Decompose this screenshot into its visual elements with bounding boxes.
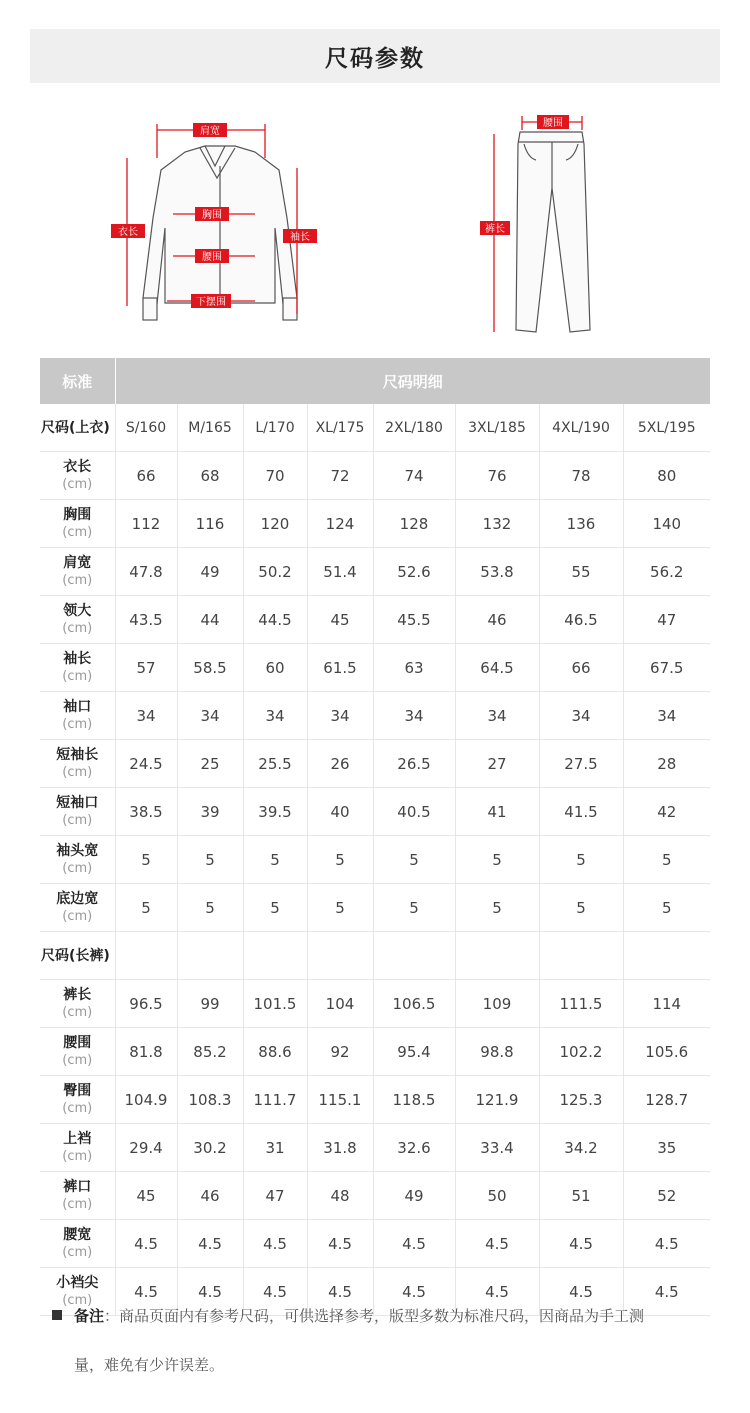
table-cell: 34 <box>307 692 373 740</box>
table-cell: 27.5 <box>539 740 623 788</box>
table-cell: 46.5 <box>539 596 623 644</box>
row-unit: (cm) <box>62 572 93 588</box>
table-row <box>40 1076 710 1124</box>
shirt-diagram <box>105 118 325 328</box>
row-label-text: 领大 <box>63 602 92 619</box>
table-cell: 4.5 <box>623 1268 710 1316</box>
table-cell: 5 <box>177 836 243 884</box>
table-cell: 25 <box>177 740 243 788</box>
table-cell: 128.7 <box>623 1076 710 1124</box>
table-cell: 41 <box>455 788 539 836</box>
table-cell: 125.3 <box>539 1076 623 1124</box>
row-label-text: 肩宽 <box>63 554 92 571</box>
note-line-1 <box>52 1296 712 1336</box>
empty-cell <box>539 932 623 980</box>
table-cell: 55 <box>539 548 623 596</box>
table-cell: 50 <box>455 1172 539 1220</box>
table-cell: 42 <box>623 788 710 836</box>
table-cell: 120 <box>243 500 307 548</box>
table-cell: 31 <box>243 1124 307 1172</box>
table-cell: 46 <box>177 1172 243 1220</box>
table-cell: 98.8 <box>455 1028 539 1076</box>
table-row <box>40 1220 710 1268</box>
table-cell: 38.5 <box>115 788 177 836</box>
table-cell: 52 <box>623 1172 710 1220</box>
table-cell: 96.5 <box>115 980 177 1028</box>
table-cell: 47 <box>623 596 710 644</box>
table-cell: 5 <box>623 836 710 884</box>
table-cell: 39 <box>177 788 243 836</box>
size-cell: S/160 <box>115 404 177 452</box>
table-cell: 121.9 <box>455 1076 539 1124</box>
table-cell: 30.2 <box>177 1124 243 1172</box>
table-cell: 5 <box>243 884 307 932</box>
pants-waist-label: 腰围 <box>543 118 563 129</box>
bullet-icon <box>52 1310 62 1320</box>
note-text-1: ：商品页面内有参考尺码，可供选择参考，版型多数为标准尺码，因商品为手工测 <box>104 1307 645 1325</box>
table-cell: 124 <box>307 500 373 548</box>
row-label-text: 裤口 <box>63 1178 92 1195</box>
table-cell: 4.5 <box>539 1220 623 1268</box>
row-unit: (cm) <box>62 908 93 924</box>
table-cell: 5 <box>243 836 307 884</box>
table-cell: 58.5 <box>177 644 243 692</box>
row-label-text: 胸围 <box>63 506 92 523</box>
row-label <box>40 1076 115 1124</box>
standard-header: 标准 <box>40 358 115 404</box>
row-label <box>40 788 115 836</box>
table-cell: 136 <box>539 500 623 548</box>
table-cell: 46 <box>455 596 539 644</box>
row-label <box>40 980 115 1028</box>
row-unit: (cm) <box>62 812 93 828</box>
row-label <box>40 1028 115 1076</box>
table-cell: 60 <box>243 644 307 692</box>
empty-cell <box>373 932 455 980</box>
table-row <box>40 788 710 836</box>
table-cell: 5 <box>539 836 623 884</box>
table-cell: 111.7 <box>243 1076 307 1124</box>
table-row <box>40 980 710 1028</box>
table-cell: 128 <box>373 500 455 548</box>
row-label <box>40 740 115 788</box>
table-cell: 41.5 <box>539 788 623 836</box>
row-unit: (cm) <box>62 476 93 492</box>
table-cell: 49 <box>177 548 243 596</box>
table-cell: 109 <box>455 980 539 1028</box>
table-cell: 85.2 <box>177 1028 243 1076</box>
table-cell: 34 <box>623 692 710 740</box>
row-label-text: 底边宽 <box>56 890 99 907</box>
table-cell: 40.5 <box>373 788 455 836</box>
table-cell: 40 <box>307 788 373 836</box>
table-cell: 61.5 <box>307 644 373 692</box>
table-row <box>40 692 710 740</box>
table-cell: 4.5 <box>177 1268 243 1316</box>
table-cell: 66 <box>539 644 623 692</box>
table-cell: 26 <box>307 740 373 788</box>
table-cell: 102.2 <box>539 1028 623 1076</box>
row-label <box>40 548 115 596</box>
table-cell: 4.5 <box>307 1220 373 1268</box>
row-label-text: 腰宽 <box>63 1226 92 1243</box>
table-cell: 74 <box>373 452 455 500</box>
table-cell: 4.5 <box>373 1268 455 1316</box>
table-cell: 63 <box>373 644 455 692</box>
table-cell: 34 <box>373 692 455 740</box>
table-cell: 108.3 <box>177 1076 243 1124</box>
table-cell: 51.4 <box>307 548 373 596</box>
row-unit: (cm) <box>62 668 93 684</box>
table-cell: 32.6 <box>373 1124 455 1172</box>
table-cell: 99 <box>177 980 243 1028</box>
table-cell: 4.5 <box>307 1268 373 1316</box>
table-cell: 4.5 <box>243 1268 307 1316</box>
row-unit: (cm) <box>62 524 93 540</box>
table-cell: 44 <box>177 596 243 644</box>
table-cell: 35 <box>623 1124 710 1172</box>
title-bar <box>30 29 720 83</box>
table-cell: 4.5 <box>243 1220 307 1268</box>
waist-label: 腰围 <box>202 252 222 263</box>
table-cell: 47 <box>243 1172 307 1220</box>
table-cell: 105.6 <box>623 1028 710 1076</box>
row-unit: (cm) <box>62 1052 93 1068</box>
chest-label: 胸围 <box>202 210 222 221</box>
length-label: 衣长 <box>118 227 138 238</box>
table-cell: 78 <box>539 452 623 500</box>
empty-cell <box>623 932 710 980</box>
row-unit: (cm) <box>62 1004 93 1020</box>
top-size-label: 尺码(上衣) <box>40 404 115 452</box>
table-header <box>40 358 710 404</box>
table-cell: 25.5 <box>243 740 307 788</box>
size-table <box>40 358 710 1316</box>
table-cell: 45.5 <box>373 596 455 644</box>
table-row <box>40 1172 710 1220</box>
table-cell: 104 <box>307 980 373 1028</box>
size-cell: 2XL/180 <box>373 404 455 452</box>
table-cell: 34 <box>539 692 623 740</box>
table-cell: 5 <box>623 884 710 932</box>
table-cell: 66 <box>115 452 177 500</box>
row-unit: (cm) <box>62 1244 93 1260</box>
table-cell: 34.2 <box>539 1124 623 1172</box>
table-row <box>40 1028 710 1076</box>
table-cell: 67.5 <box>623 644 710 692</box>
table-cell: 70 <box>243 452 307 500</box>
pants-diagram <box>478 108 608 338</box>
table-cell: 114 <box>623 980 710 1028</box>
row-unit: (cm) <box>62 1196 93 1212</box>
table-cell: 33.4 <box>455 1124 539 1172</box>
empty-cell <box>307 932 373 980</box>
table-body <box>40 404 710 1316</box>
table-cell: 106.5 <box>373 980 455 1028</box>
table-cell: 5 <box>455 836 539 884</box>
table-cell: 5 <box>307 836 373 884</box>
table-cell: 111.5 <box>539 980 623 1028</box>
table-cell: 81.8 <box>115 1028 177 1076</box>
table-cell: 57 <box>115 644 177 692</box>
row-label-text: 腰围 <box>63 1034 92 1051</box>
table-cell: 95.4 <box>373 1028 455 1076</box>
table-cell: 4.5 <box>115 1220 177 1268</box>
table-cell: 27 <box>455 740 539 788</box>
note <box>52 1296 712 1385</box>
table-cell: 31.8 <box>307 1124 373 1172</box>
size-cell: 3XL/185 <box>455 404 539 452</box>
table-cell: 51 <box>539 1172 623 1220</box>
row-label <box>40 692 115 740</box>
table-cell: 116 <box>177 500 243 548</box>
table-cell: 92 <box>307 1028 373 1076</box>
detail-header: 尺码明细 <box>115 358 710 404</box>
row-unit: (cm) <box>62 1100 93 1116</box>
table-cell: 5 <box>177 884 243 932</box>
table-row <box>40 500 710 548</box>
row-unit: (cm) <box>62 860 93 876</box>
table-cell: 53.8 <box>455 548 539 596</box>
empty-cell <box>177 932 243 980</box>
row-label-text: 小裆尖 <box>56 1274 99 1291</box>
pants-section-label: 尺码(长裤) <box>40 932 115 980</box>
table-cell: 5 <box>115 884 177 932</box>
table-row <box>40 548 710 596</box>
table-cell: 39.5 <box>243 788 307 836</box>
table-cell: 80 <box>623 452 710 500</box>
table-row <box>40 1124 710 1172</box>
empty-cell <box>115 932 177 980</box>
table-cell: 34 <box>115 692 177 740</box>
row-label-text: 裤长 <box>63 986 92 1003</box>
row-label <box>40 500 115 548</box>
table-cell: 88.6 <box>243 1028 307 1076</box>
table-cell: 115.1 <box>307 1076 373 1124</box>
table-cell: 5 <box>455 884 539 932</box>
table-cell: 56.2 <box>623 548 710 596</box>
size-cell: 4XL/190 <box>539 404 623 452</box>
row-label <box>40 884 115 932</box>
table-cell: 101.5 <box>243 980 307 1028</box>
row-label-text: 臀围 <box>63 1082 92 1099</box>
row-label-text: 上裆 <box>63 1130 92 1147</box>
table-cell: 50.2 <box>243 548 307 596</box>
table-cell: 76 <box>455 452 539 500</box>
row-label-text: 衣长 <box>63 458 92 475</box>
row-unit: (cm) <box>62 1292 93 1308</box>
table-cell: 45 <box>307 596 373 644</box>
table-cell: 34 <box>455 692 539 740</box>
row-label-text: 短袖长 <box>56 746 99 763</box>
table-cell: 5 <box>307 884 373 932</box>
table-cell: 5 <box>373 836 455 884</box>
row-label <box>40 596 115 644</box>
table-cell: 28 <box>623 740 710 788</box>
table-cell: 64.5 <box>455 644 539 692</box>
table-cell: 26.5 <box>373 740 455 788</box>
row-label-text: 袖口 <box>63 698 92 715</box>
table-row <box>40 596 710 644</box>
table-cell: 4.5 <box>455 1268 539 1316</box>
row-label <box>40 1220 115 1268</box>
table-cell: 5 <box>539 884 623 932</box>
table-cell: 29.4 <box>115 1124 177 1172</box>
table-cell: 104.9 <box>115 1076 177 1124</box>
shoulder-width-label: 肩宽 <box>200 126 220 137</box>
row-label-text: 袖长 <box>63 650 92 667</box>
table-cell: 34 <box>177 692 243 740</box>
table-cell: 4.5 <box>539 1268 623 1316</box>
row-label-text: 袖头宽 <box>56 842 99 859</box>
empty-cell <box>455 932 539 980</box>
page-title: 尺码参数 <box>325 45 425 72</box>
table-row <box>40 644 710 692</box>
size-cell: L/170 <box>243 404 307 452</box>
table-row <box>40 452 710 500</box>
table-row <box>40 884 710 932</box>
table-cell: 47.8 <box>115 548 177 596</box>
table-cell: 49 <box>373 1172 455 1220</box>
table-cell: 68 <box>177 452 243 500</box>
note-label: 备注 <box>74 1307 105 1325</box>
table-cell: 52.6 <box>373 548 455 596</box>
row-label <box>40 1172 115 1220</box>
table-row <box>40 740 710 788</box>
table-cell: 140 <box>623 500 710 548</box>
row-label <box>40 836 115 884</box>
table-cell: 4.5 <box>623 1220 710 1268</box>
table-cell: 72 <box>307 452 373 500</box>
row-unit: (cm) <box>62 716 93 732</box>
table-cell: 34 <box>243 692 307 740</box>
pants-length-label: 裤长 <box>485 224 505 235</box>
table-row-sizes <box>40 404 710 452</box>
table-cell: 4.5 <box>177 1220 243 1268</box>
sleeve-length-label: 袖长 <box>290 232 310 243</box>
size-cell: M/165 <box>177 404 243 452</box>
table-cell: 5 <box>115 836 177 884</box>
row-label <box>40 452 115 500</box>
note-line-2: 量，难免有少许误差。 <box>74 1356 225 1374</box>
row-label-text: 短袖口 <box>56 794 99 811</box>
table-cell: 118.5 <box>373 1076 455 1124</box>
table-cell: 5 <box>373 884 455 932</box>
table-cell: 132 <box>455 500 539 548</box>
table-cell: 45 <box>115 1172 177 1220</box>
row-label <box>40 1124 115 1172</box>
table-cell: 48 <box>307 1172 373 1220</box>
empty-cell <box>243 932 307 980</box>
table-cell: 24.5 <box>115 740 177 788</box>
row-unit: (cm) <box>62 1148 93 1164</box>
size-cell: 5XL/195 <box>623 404 710 452</box>
table-cell: 4.5 <box>455 1220 539 1268</box>
table-cell: 43.5 <box>115 596 177 644</box>
row-unit: (cm) <box>62 764 93 780</box>
table-cell: 4.5 <box>115 1268 177 1316</box>
row-unit: (cm) <box>62 620 93 636</box>
table-cell: 4.5 <box>373 1220 455 1268</box>
size-cell: XL/175 <box>307 404 373 452</box>
table-cell: 44.5 <box>243 596 307 644</box>
table-cell: 112 <box>115 500 177 548</box>
table-row <box>40 836 710 884</box>
hem-label: 下摆围 <box>196 297 226 308</box>
row-label <box>40 644 115 692</box>
table-row-pants-section <box>40 932 710 980</box>
